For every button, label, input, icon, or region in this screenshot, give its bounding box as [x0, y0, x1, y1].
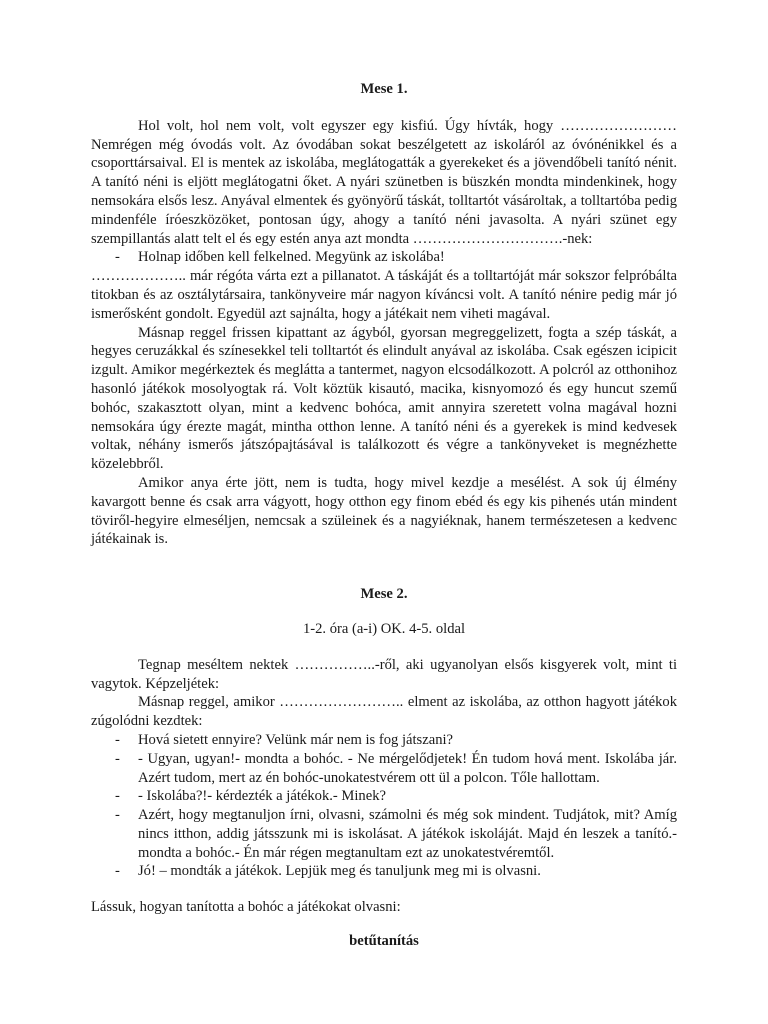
- story-2-dialogue-list: [91, 731, 677, 881]
- document-page: [91, 80, 677, 951]
- list-item: - Jó! – mondták a játékok. Lepjük meg és tanuljunk meg mi is olvasni.: [115, 863, 541, 880]
- list-item: - Hová sietett ennyire? Velünk már nem is fog játszani?: [115, 731, 454, 748]
- story-1-paragraph-4: Amikor anya érte jött, nem is tudta, hogy mivel kezdje a mesélést. A sok új élmény kavargott benne és csak arra vágyott, hogy otthon egy finom ebéd és egy kis pihenés után mindent töviről-hegyire elmeséljen, nemcsak a szüleinek és a nagyiéknak, hanem természetesen a kedvenc játékainak is.: [91, 474, 677, 548]
- list-item: - - Iskolába?!- kérdezték a játékok.- Minek?: [115, 788, 386, 805]
- story-2-paragraph-2: Másnap reggel, amikor …………………….. elment az iskolába, az otthon hagyott játékok zúgolódni kezdtek:: [91, 694, 677, 730]
- story-1-title: Mese 1.: [360, 81, 408, 97]
- section-heading: betűtanítás: [349, 933, 419, 950]
- story-2-paragraph-1: Tegnap meséltem nektek ……………..-ről, aki ugyanolyan elsős kisgyerek volt, mint ti vagytok. Képzeljétek:: [91, 656, 677, 692]
- story-1-paragraph-2: ……………….. már régóta várta ezt a pillanatot. A táskáját és a tolltartóját már sokszor felpróbálta titokban és az osztálytársaira, tankönyveire már nagyon kíváncsi volt. A tanító nénire pedig már jó ismerősként gondolt. Egyedül azt sajnálta, hogy a játékait nem viheti magával.: [91, 268, 677, 322]
- story-2-subtitle: 1-2. óra (a-i) OK. 4-5. oldal: [302, 620, 466, 637]
- list-item-text: - Iskolába?!- kérdezték a játékok.- Minek?: [138, 788, 386, 805]
- story-2-title: Mese 2.: [360, 586, 408, 603]
- story-1-list: [91, 248, 677, 267]
- story-2-paragraph-3: Lássuk, hogyan tanította a bohóc a játékokat olvasni:: [91, 899, 401, 916]
- list-item-text: Azért, hogy megtanuljon írni, olvasni, számolni és még sok mindent. Tudjátok, mit? Amíg nincs itthon, addig játsszunk mi is iskolásat. A játékok iskoláját. Majd én leszek a tanító.- mondta a bohóc.- Én már régen megtanultam ezt az unokatestvéremtől.: [138, 807, 677, 861]
- list-item-text: - Ugyan, ugyan!- mondta a bohóc. - Ne mérgelődjetek! Én tudom hová ment. Iskolába jár. Azért tudom, mert az én bohóc-unokatestvérem ott ül a polcon. Tőle hallottam.: [138, 750, 677, 786]
- list-item-text: Holnap időben kell felkelned. Megyünk az iskolába!: [138, 249, 445, 266]
- story-1-paragraph-1: Hol volt, hol nem volt, volt egyszer egy kisfiú. Úgy hívták, hogy …………………… Nemrégen még óvodás volt. Az óvodában sokat beszélgetett az iskoláról az óvónénikkel és a csoporttársaival. El is mentek az iskolába, meglátogatták a gyerekeket és a jövendőbeli tanító nénit. A tanító néni is eljött meglátogatni őket. A nyári szünetben is büszkén mondta mindenkinek, hogy nemsokára elsős lesz. Anyával elmentek és gyönyörű táskát, tolltartót vásároltak, a tolltartóba pedig mindenféle íróeszközöket, pontosan úgy, ahogy a tanító néni javasolta. A nyári szünet egy szempillantás alatt telt el és egy estén anya azt mondta ………………………….-nek:: [91, 117, 677, 247]
- list-item: - - Ugyan, ugyan!- mondta a bohóc. - Ne mérgelődjetek! Én tudom hová ment. Iskolába jár. Azért tudom, mert az én bohóc-unokatestvérem ott ül a polcon. Tőle hallottam.: [115, 750, 677, 786]
- story-1-paragraph-3: Másnap reggel frissen kipattant az ágyból, gyorsan megreggelizett, fogta a szép táskát, a hegyes ceruzákkal és színesekkel teli tolltartót és elindult anyával az iskolába. Csak egészen icipicit izgult. Amikor megérkeztek és meglátta a tantermet, nagyon elcsodálkozott. A polcról az otthonihoz hasonló játékok mosolyogtak rá. Volt köztük kisautó, macika, kisnyomozó és egy huncut szemű bohóc, szakasztott olyan, mint a kedvenc bohóca, amit annyira szeretett volna magával hozni nemsokára úgy érezte magát, mintha otthon lenne. A tanító néni és a gyerekek is mind kedvesek voltak, néhány ismerős játszópajtásával is találkozott és végre a tankönyveket is megnézhette közelebbről.: [91, 324, 677, 473]
- list-item: - Holnap időben kell felkelned. Megyünk az iskolába!: [115, 249, 445, 266]
- list-item-text: Hová sietett ennyire? Velünk már nem is fog játszani?: [138, 731, 454, 748]
- list-item: - Azért, hogy megtanuljon írni, olvasni, számolni és még sok mindent. Tudjátok, mit? Amíg nincs itthon, addig játsszunk mi is iskolásat. A játékok iskoláját. Majd én leszek a tanító.- mondta a bohóc.- Én már régen megtanultam ezt az unokatestvéremtől.: [115, 807, 677, 861]
- list-item-text: Jó! – mondták a játékok. Lepjük meg és tanuljunk meg mi is olvasni.: [138, 863, 541, 880]
